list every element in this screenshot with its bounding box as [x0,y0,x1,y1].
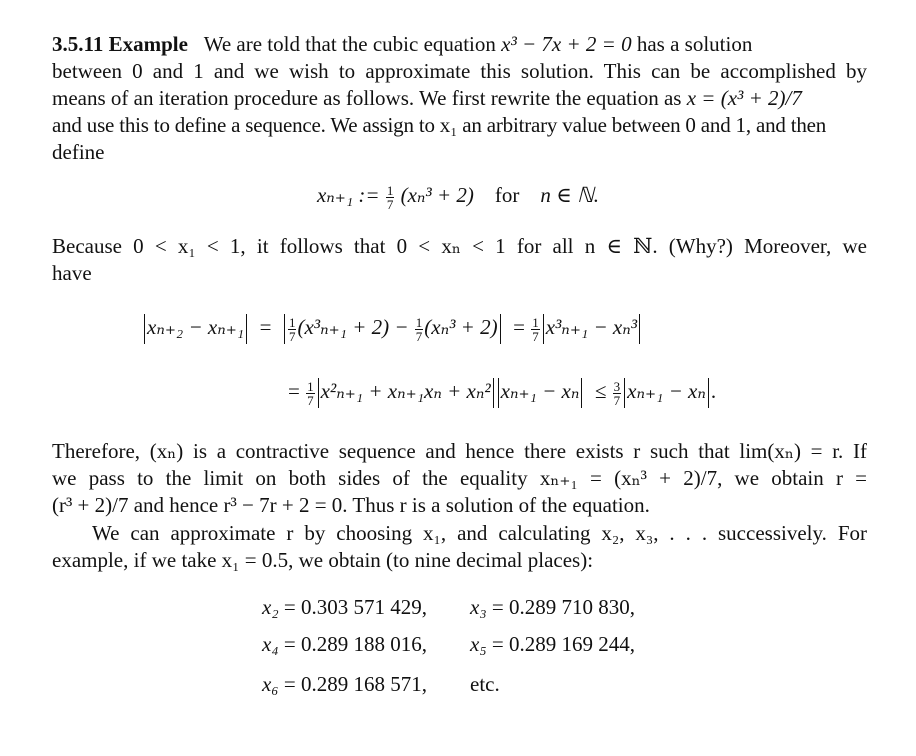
values-etc: etc. [470,672,500,696]
abs-bar [708,378,709,408]
fraction-one-seventh: $\frac{1}{7}$ [307,378,314,408]
abs-bar [581,378,582,408]
x4-value: 0.289 188 016, [300,632,427,656]
definition-for: for [494,183,520,207]
text-line-4: and use this to define a sequence. We assign to x₁ an arbitrary value between 0 and 1, and then [52,113,827,137]
abs-bar [284,314,285,344]
abs-bar [543,314,544,344]
values-row-2: x₄ = 0.289 188 016, [262,632,427,656]
conclusion-line-3: (r³ + 2)/7 and hence r³ − 7r + 2 = 0. Thus r is a solution of the equation. [52,493,650,517]
definition-lhs: xₙ₊₁ := [316,183,385,207]
definition-domain: n ∈ ℕ. [540,183,600,207]
abs-bar [144,314,145,344]
abs-bar [639,314,640,344]
x3-value: 0.289 710 830, [508,595,635,619]
bound-line-2: have [52,261,92,285]
x6-label: x₆ [262,672,279,696]
bound-factor: xₙ₊₁ − xₙ [627,378,706,403]
example-heading-line [52,31,752,58]
sequence-definition [0,183,916,211]
intro-text-2: has a solution [636,32,753,56]
x2-label: x₂ [262,595,279,619]
difference-rhs: x³ₙ₊₁ − xₙ³ [545,314,637,339]
example-title: Example [108,32,188,56]
abs-bar [493,378,494,408]
abs-bar [246,314,247,344]
quadratic-factor: x²ₙ₊₁ + xₙ₊₁xₙ + xₙ² [320,378,491,403]
abs-bar [500,314,501,344]
display-row-2: = $\frac{1}{7}$ x²ₙ₊₁ + xₙ₊₁xₙ + xₙ² xₙ₊₁ − xₙ ≤ $\frac{3}{7}$ xₙ₊₁ − xₙ . [288,378,717,408]
intro-text-1: We are told that the cubic equation [203,32,496,56]
x4-label: x₄ [262,632,279,656]
text-line-5: define [52,140,105,164]
abs-bar [318,378,319,408]
values-row-2b: x₅ = 0.289 169 244, [470,632,635,656]
bound-line-1: Because 0 < x₁ < 1, it follows that 0 < xₙ < 1 for all n ∈ ℕ. (Why?) Moreover, we [52,234,867,258]
text-line-3 [52,85,802,112]
example-number: 3.5.11 [52,32,104,56]
difference-mid-a: (x³ₙ₊₁ + 2) − [297,314,414,339]
conclusion-line-5: example, if we take x₁ = 0.5, we obtain (to nine decimal places): [52,548,594,572]
conclusion-line-1: Therefore, (xₙ) is a contractive sequence and hence there exists r such that lim(xₙ) = r. If [52,439,867,463]
difference-mid-b: (xₙ³ + 2) [424,314,498,339]
difference-lhs: xₙ₊₂ − xₙ₊₁ [147,314,245,339]
abs-bar [498,378,499,408]
cubic-equation: x³ − 7x + 2 = 0 [501,32,632,56]
fraction-one-seventh: $\frac{1}{7}$ [415,314,423,344]
values-row-3: x₆ = 0.289 168 571, [262,672,427,696]
display-row-1: xₙ₊₂ − xₙ₊₁ = $\frac{1}{7}$ (x³ₙ₊₁ + 2) − $\frac{1}{7}$ (xₙ³ + 2) = $\frac{1}{7}$ x³ₙ₊₁ − xₙ³ [142,314,642,344]
fraction-one-seventh: $\frac{1}{7}$ [532,314,539,344]
conclusion-line-2: we pass to the limit on both sides of the equality xₙ₊₁ = (xₙ³ + 2)/7, we obtain r = [52,466,867,490]
linear-factor: xₙ₊₁ − xₙ [500,378,580,403]
x5-value: 0.289 169 244, [508,632,635,656]
text-line-3a: means of an iteration procedure as follows. We first rewrite the equation as [52,86,682,110]
conclusion-line-4: We can approximate r by choosing x₁, and calculating x₂, x₃, . . . successively. For [92,521,867,545]
values-row-1b: x₃ = 0.289 710 830, [470,595,635,619]
abs-bar [624,378,625,408]
fraction-three-sevenths: $\frac{3}{7}$ [613,378,621,408]
rewritten-equation: x = (x³ + 2)/7 [686,86,802,110]
values-row-1: x₂ = 0.303 571 429, [262,595,427,619]
text-line-2: between 0 and 1 and we wish to approximate this solution. This can be accomplished by [52,59,867,83]
x3-label: x₃ [470,595,487,619]
x2-value: 0.303 571 429, [300,595,427,619]
fraction-one-seventh: $\frac{1}{7}$ [386,182,394,212]
x5-label: x₅ [470,632,487,656]
x6-value: 0.289 168 571, [300,672,427,696]
definition-rhs: (xₙ³ + 2) [400,183,474,207]
fraction-one-seventh: $\frac{1}{7}$ [288,314,296,344]
